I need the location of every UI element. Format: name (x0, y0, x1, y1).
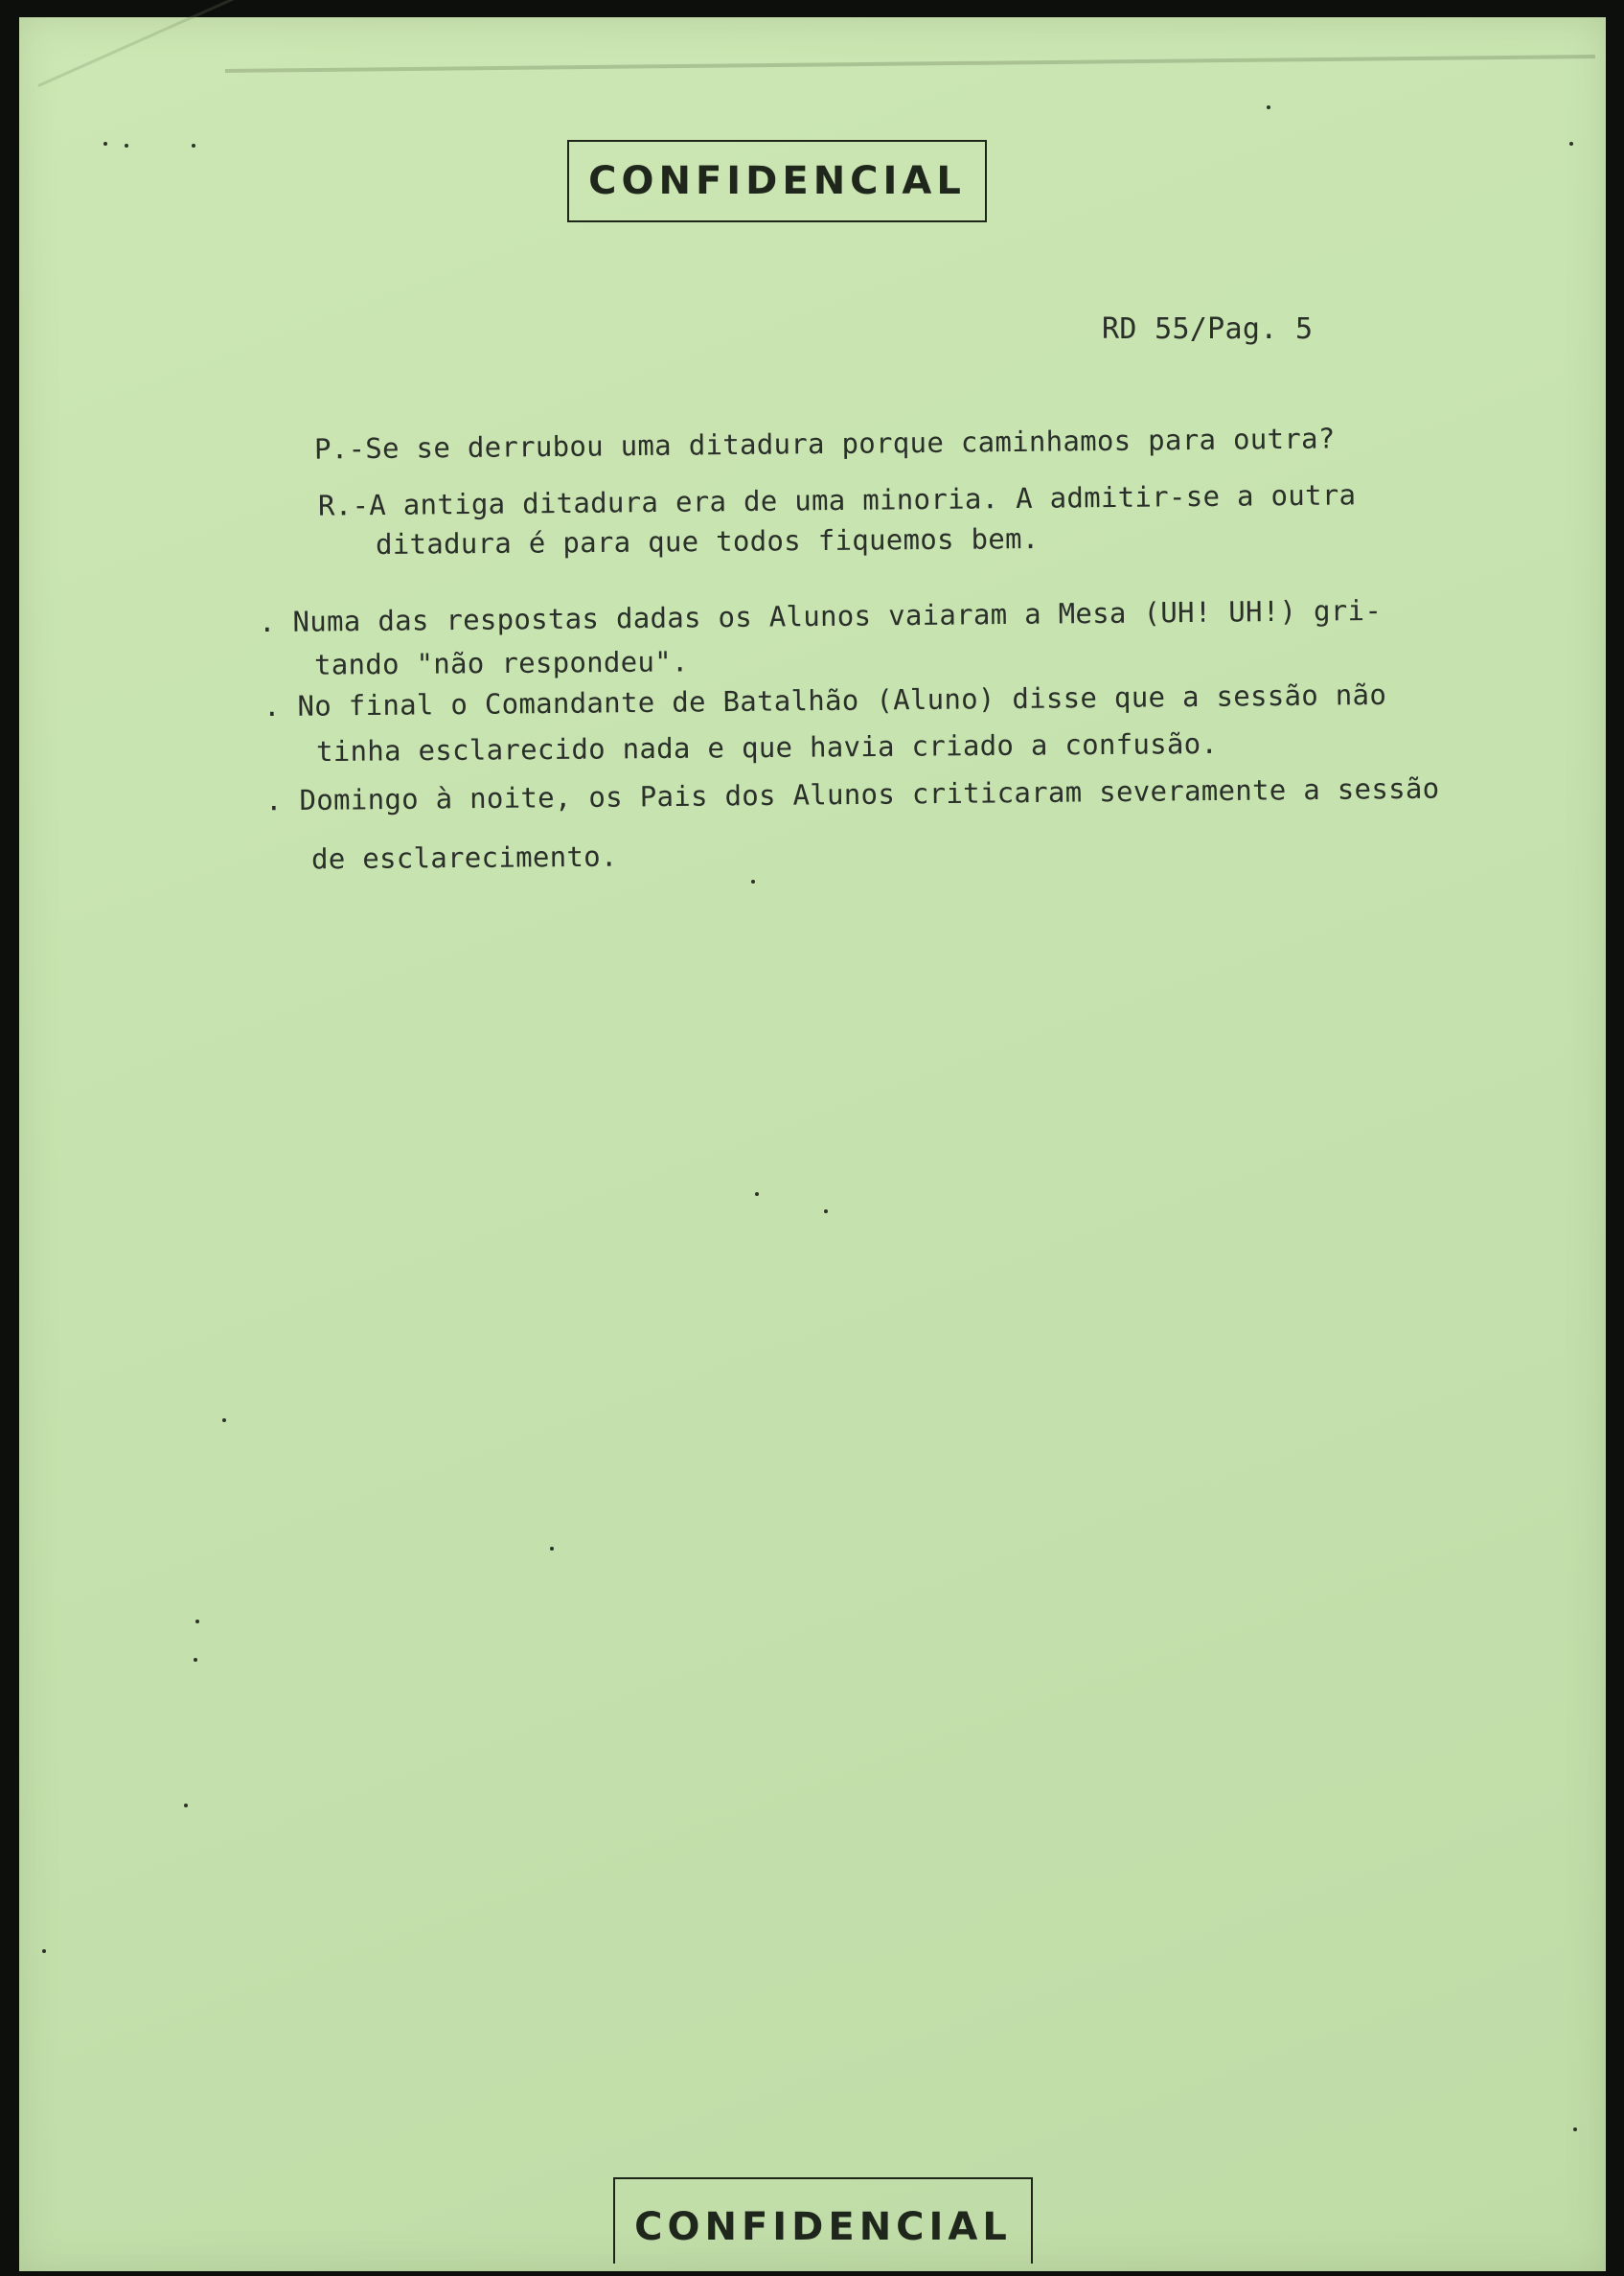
paper-speck (550, 1547, 554, 1551)
bullet-1-line-1: . Numa das respostas dadas os Alunos vaiaram a Mesa (UH! UH!) gri- (258, 593, 1383, 639)
bullet-1-line-2: tando "não respondeu". (313, 645, 689, 681)
paper-speck (751, 880, 755, 884)
paper-speck (1267, 105, 1270, 109)
paper-speck (184, 1804, 188, 1807)
bullet-2-line-2: tinha esclarecido nada e que havia criado a confusão. (315, 726, 1219, 769)
folded-corner-edge (37, 0, 240, 87)
paper-speck (755, 1192, 759, 1196)
page-reference: RD 55/Pag. 5 (1102, 312, 1314, 346)
bullet-2-line-1: . No final o Comandante de Batalhão (Aluno) disse que a sessão não (263, 678, 1387, 724)
paper-speck (103, 142, 107, 146)
paper-speck (1573, 2127, 1577, 2131)
answer-line-2: ditadura é para que todos fiquemos bem. (375, 521, 1040, 562)
paper-speck (125, 144, 128, 148)
paper-speck (194, 1658, 197, 1662)
paper-speck (192, 144, 195, 148)
confidential-stamp-bottom: CONFIDENCIAL (613, 2177, 1033, 2264)
paper-speck (1569, 142, 1573, 146)
answer-line-1: R.-A antiga ditadura era de uma minoria. A admitir-se a outra (317, 478, 1357, 522)
paper-speck (222, 1418, 226, 1422)
question-line: P.-Se se derrubou uma ditadura porque caminhamos para outra? (313, 422, 1336, 466)
document-page (19, 17, 1606, 2271)
bullet-3-line-1: . Domingo à noite, os Pais dos Alunos criticaram severamente a sessão (264, 771, 1440, 817)
bullet-3-line-2: de esclarecimento. (310, 839, 618, 876)
confidential-stamp-top: CONFIDENCIAL (567, 140, 987, 222)
overlapping-sheet-edge (225, 55, 1595, 73)
paper-speck (42, 1949, 46, 1953)
paper-speck (195, 1620, 199, 1623)
paper-speck (824, 1209, 828, 1213)
